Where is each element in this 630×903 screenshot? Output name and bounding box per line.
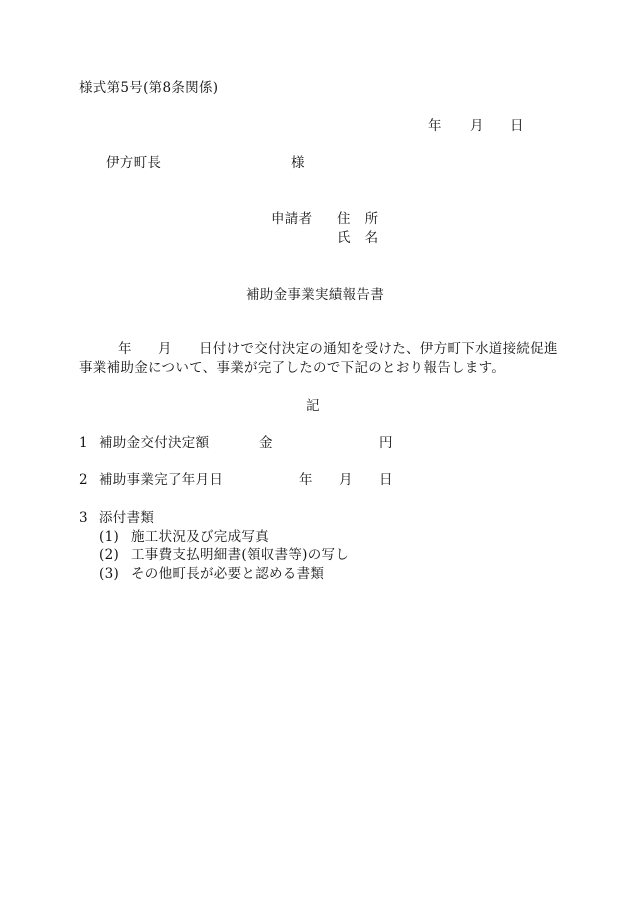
date-day-label: 日 (510, 118, 524, 134)
addressee-honorific: 様 (291, 155, 305, 171)
attachment-2-text: 工事費支払明細書(領収書等)の写し (131, 547, 350, 563)
item-1-kin-label: 金 (259, 435, 273, 451)
attachment-2-number: (2) (99, 547, 120, 563)
applicant-name-label: 氏 名 (337, 230, 379, 246)
applicant-label: 申請者 (271, 211, 313, 227)
attachment-3-number: (3) (99, 566, 120, 582)
item-2-day-label: 日 (379, 472, 393, 488)
body-month-label: 月 (158, 341, 172, 357)
attachment-1-number: (1) (99, 529, 120, 545)
item-3-label: 添付書類 (99, 510, 155, 526)
item-2-number: 2 (79, 472, 88, 488)
ki-heading: 記 (306, 398, 320, 414)
applicant-address-label: 住 所 (337, 211, 379, 227)
body-year-label: 年 (118, 341, 132, 357)
item-1-number: 1 (79, 435, 88, 451)
attachment-1-text: 施工状況及び完成写真 (131, 529, 269, 545)
attachment-3-text: その他町長が必要と認める書類 (131, 566, 325, 582)
item-2-label: 補助事業完了年月日 (99, 472, 224, 488)
body-text-line-2: 事業補助金について、事業が完了したので下記のとおり報告します。 (79, 360, 506, 376)
item-2-month-label: 月 (339, 472, 353, 488)
item-1-label: 補助金交付決定額 (99, 435, 210, 451)
item-1-yen-label: 円 (379, 435, 393, 451)
form-label: 様式第5号(第8条関係) (79, 80, 219, 96)
date-month-label: 月 (470, 118, 484, 134)
addressee-name: 伊方町長 (106, 155, 162, 171)
document-title: 補助金事業実績報告書 (246, 287, 384, 303)
date-year-label: 年 (428, 118, 442, 134)
body-text-line-1: 日付けで交付決定の通知を受けた、伊方町下水道接続促進 (199, 341, 558, 357)
item-3-number: 3 (79, 510, 88, 526)
item-2-year-label: 年 (299, 472, 313, 488)
